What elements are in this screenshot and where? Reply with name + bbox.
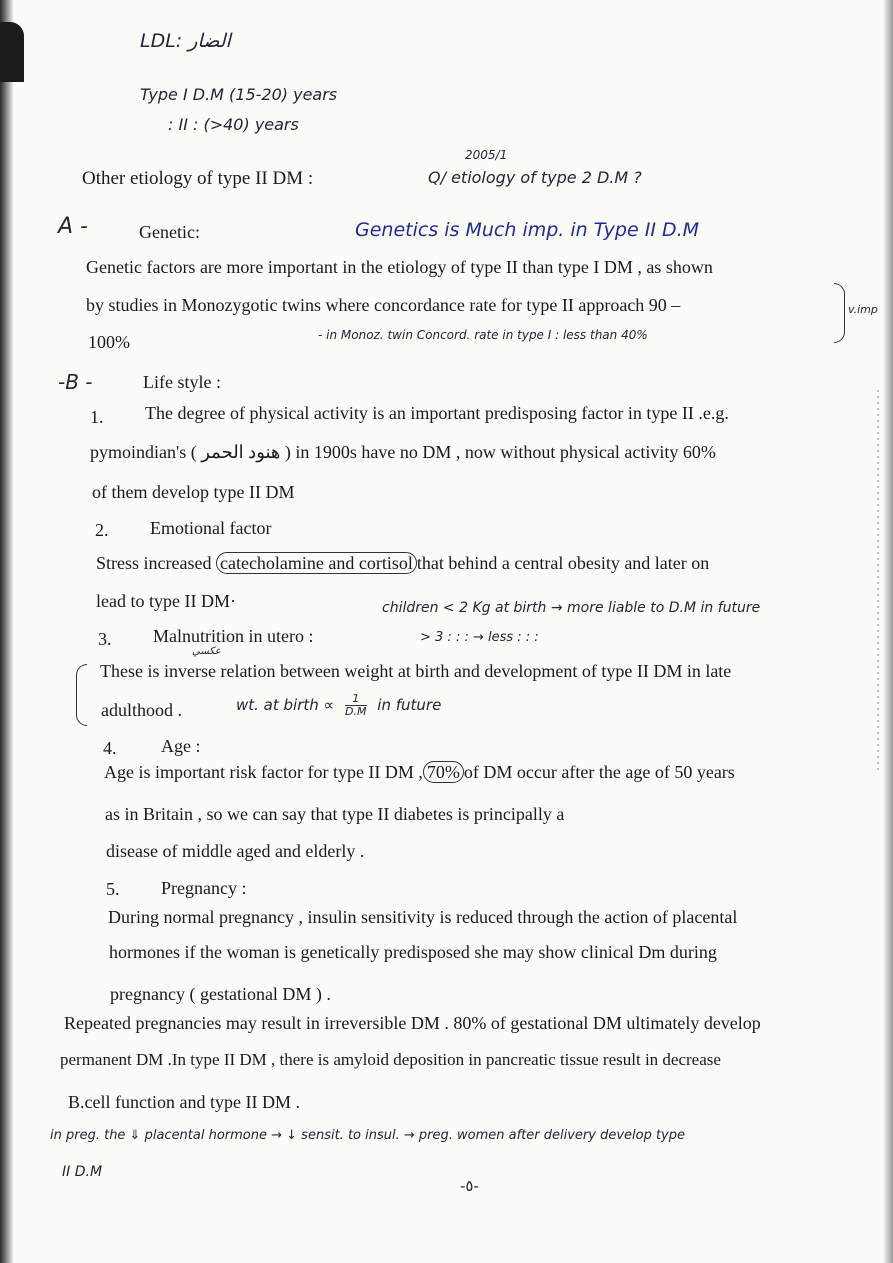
margin-note: v.imp <box>848 303 878 316</box>
item3-line-2: adulthood . <box>101 700 182 720</box>
item2-pre: Stress increased <box>96 553 216 573</box>
type2-age-note: : II : (>40) years <box>168 115 299 134</box>
section-letter-b: -B - <box>58 370 93 394</box>
genetic-line-2: by studies in Monozygotic twins where concordance rate for type II approach 90 – <box>86 295 681 315</box>
type1-age-note: Type I D.M (15-20) years <box>140 85 338 104</box>
item1-line-2: pymoindian's ( هنود الحمر ) in 1900s have no DM , now without physical activity 60% <box>90 442 716 462</box>
weight-fraction <box>345 693 366 718</box>
exam-year-note: 2005/1 <box>465 148 508 162</box>
item1-number: 1. <box>90 407 104 427</box>
closing-line-2: permanent DM .In type II DM , there is amyloid deposition in pancreatic tissue result in decrease <box>60 1050 721 1069</box>
item3-brace <box>76 664 87 726</box>
item3-heading: Malnutrition in utero : <box>153 626 314 646</box>
margin-brace <box>834 283 845 343</box>
weight-fraction-numerator: 1 <box>345 693 366 706</box>
page-number: -٥- <box>460 1177 479 1195</box>
page-shadow-right <box>883 0 893 1263</box>
item4-post: of DM occur after the age of 50 years <box>463 762 735 782</box>
genetic-heading: Genetic: <box>139 222 200 242</box>
genetic-note: Genetics is Much imp. in Type II D.M <box>355 219 700 241</box>
item2-heading: Emotional factor <box>150 518 272 538</box>
arabic-reverse-note: عكسي <box>192 646 221 657</box>
perforation-marks <box>877 390 879 770</box>
closing-line-1: Repeated pregnancies may result in irreversible DM . 80% of gestational DM ultimately develop <box>64 1013 761 1033</box>
item3-number: 3. <box>98 629 112 649</box>
weight-note-prefix: wt. at birth ∝ <box>236 696 335 714</box>
item5-heading: Pregnancy : <box>161 878 247 898</box>
item5-line-2: hormones if the woman is genetically predisposed she may show clinical Dm during <box>109 942 717 962</box>
weight-fraction-denominator: D.M <box>345 705 367 718</box>
children-note: children < 2 Kg at birth → more liable to D.M in future <box>382 600 761 616</box>
item5-number: 5. <box>106 879 120 899</box>
item4-line-3: disease of middle aged and elderly . <box>106 841 365 861</box>
item4-line-1 <box>104 762 735 783</box>
lifestyle-heading: Life style : <box>143 372 221 392</box>
item2-circled: catecholamine and cortisol <box>216 552 417 574</box>
page-title: Other etiology of type II DM : <box>82 168 314 189</box>
item5-line-3: pregnancy ( gestational DM ) . <box>110 984 331 1004</box>
children-note-2: > 3 : : : → less : : : <box>420 630 539 645</box>
exam-question-note: Q/ etiology of type 2 D.M ? <box>428 168 642 187</box>
weight-note <box>236 693 441 718</box>
pregnancy-note-2: II D.M <box>62 1164 103 1180</box>
item2-number: 2. <box>95 520 109 540</box>
ldl-note: LDL: الضار <box>140 30 231 52</box>
closing-line-3: B.cell function and type II DM . <box>68 1092 300 1112</box>
item1-line-1: The degree of physical activity is an important predisposing factor in type II .e.g. <box>145 403 729 423</box>
genetic-line-3: 100% <box>88 332 130 352</box>
item4-number: 4. <box>103 738 117 758</box>
item4-line-2: as in Britain , so we can say that type II diabetes is principally a <box>105 804 565 824</box>
item3-line-1: These is inverse relation between weight at birth and development of type II DM in late <box>100 661 732 681</box>
monoz-note: - in Monoz. twin Concord. rate in type I : less than 40% <box>318 328 648 342</box>
item5-line-1: During normal pregnancy , insulin sensitivity is reduced through the action of placental <box>108 907 738 927</box>
page-shadow-left <box>0 0 14 1263</box>
item4-pre: Age is important risk factor for type II DM , <box>104 762 423 782</box>
page-corner-shadow <box>0 22 24 82</box>
item2-post: that behind a central obesity and later on <box>416 553 710 573</box>
section-letter-a: A - <box>58 214 88 239</box>
weight-note-suffix: in future <box>377 696 442 714</box>
item4-circled: 70% <box>423 761 464 783</box>
item1-line-3: of them develop type II DM <box>92 482 295 502</box>
pregnancy-note: in preg. the ⇓ placental hormone → ↓ sensit. to insul. → preg. women after delivery develop type <box>50 1128 686 1143</box>
item2-line-2: lead to type II DM· <box>96 591 236 611</box>
item4-heading: Age : <box>161 736 201 756</box>
genetic-line-1: Genetic factors are more important in the etiology of type II than type I DM , as shown <box>86 257 713 277</box>
item2-line-1 <box>96 553 709 574</box>
